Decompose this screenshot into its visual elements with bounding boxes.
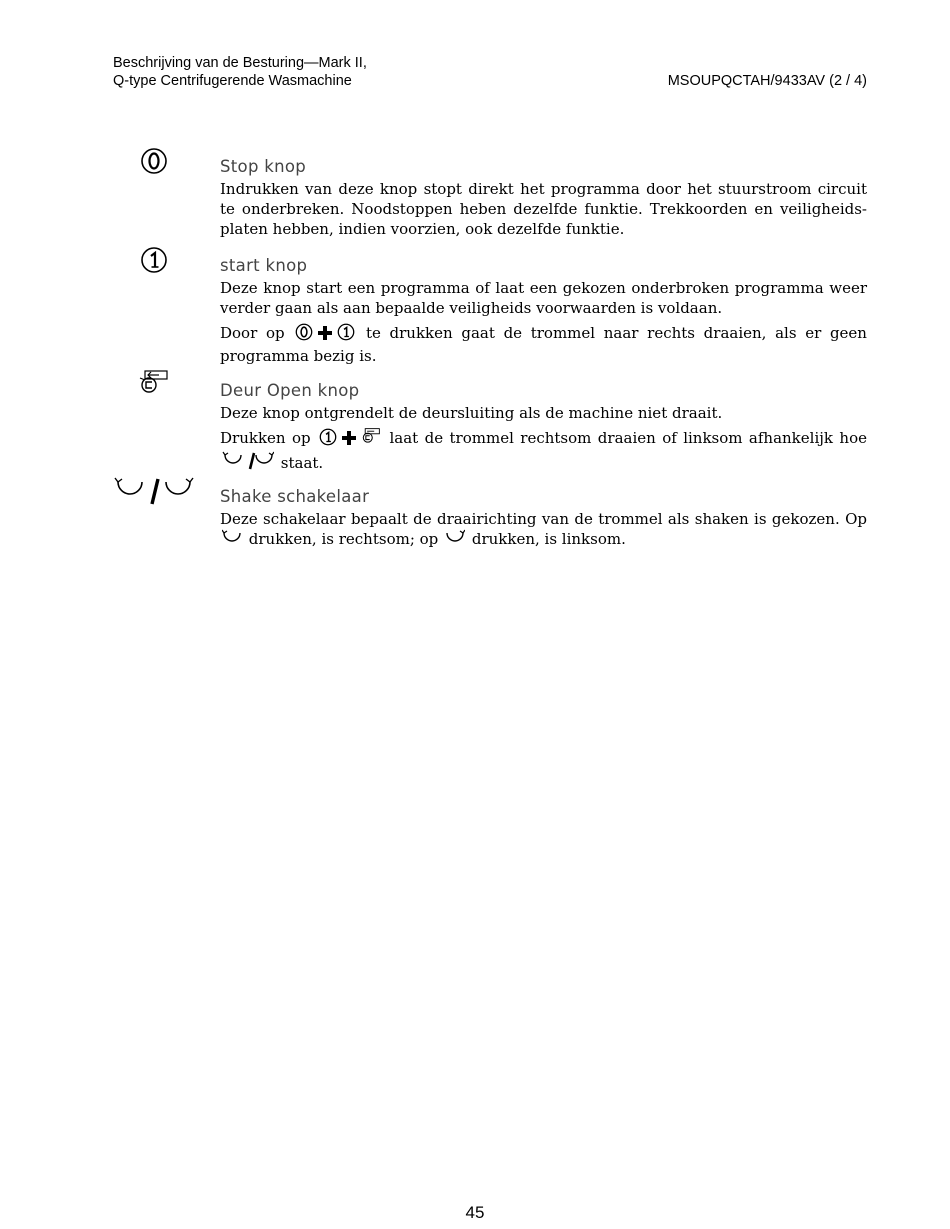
document-header [113, 55, 367, 90]
stop-zero-circle-icon [110, 147, 198, 175]
section-title: Deur Open knop [220, 381, 360, 400]
stop-zero-circle-icon [295, 323, 313, 346]
combo-text-before: Door op [220, 324, 285, 342]
shake-direction-icon [110, 476, 198, 508]
header-title-line2: Q-type Centrifugerende Wasmachine [113, 72, 352, 89]
section-title: start knop [220, 256, 308, 275]
section-paragraph: Indrukken van deze knop stopt direkt het programma door het stuurstroom circuit te onderbreken. Noodstoppen heben dezelfde funktie. Trekkoorden en veiligheids-platen hebben, indien voorzien, ook dezelfde funktie. [220, 180, 867, 238]
section-paragraph: Deze knop start een programma of laat een gekozen onderbroken programma weer verder gaan als aan bepaalde veiligheids voorwaarden is voldaan. [220, 279, 867, 317]
door-open-icon [110, 370, 198, 398]
shake-text-part3: drukken, is linksom. [471, 530, 626, 548]
page-number: 45 [465, 1203, 485, 1222]
section-paragraph-combo [220, 428, 867, 476]
counterclockwise-icon [445, 529, 465, 552]
door-open-icon [361, 428, 381, 451]
combo-text-after: te drukken gaat de trommel naar rechts draaien, als er geen programma bezig is. [220, 324, 867, 365]
start-one-circle-icon [337, 323, 355, 346]
clockwise-icon [222, 529, 242, 552]
plus-icon [341, 430, 357, 451]
combo-text-after: staat. [280, 454, 324, 472]
shake-direction-icon [222, 451, 274, 476]
section-title: Shake schakelaar [220, 487, 370, 506]
plus-icon [317, 325, 333, 346]
start-one-circle-icon [110, 246, 198, 274]
combo-text-middle: laat de trommel rechtsom draaien of linksom afhankelijk hoe [389, 429, 867, 447]
document-code: MSOUPQCTAH/9433AV (2 / 4) [667, 73, 867, 89]
section-paragraph [220, 509, 867, 552]
shake-text-part1: Deze schakelaar bepaalt de draairichting van de trommel als shaken is gekozen. Op [220, 510, 867, 528]
section-title: Stop knop [220, 157, 307, 176]
start-one-circle-icon [319, 428, 337, 451]
header-title-line1: Beschrijving van de Besturing—Mark II, [113, 55, 367, 71]
section-paragraph-combo [220, 323, 867, 366]
combo-text-before: Drukken op [220, 429, 311, 447]
section-paragraph: Deze knop ontgrendelt de deursluiting als de machine niet draait. [220, 404, 723, 422]
shake-text-part2: drukken, is rechtsom; op [248, 530, 439, 548]
